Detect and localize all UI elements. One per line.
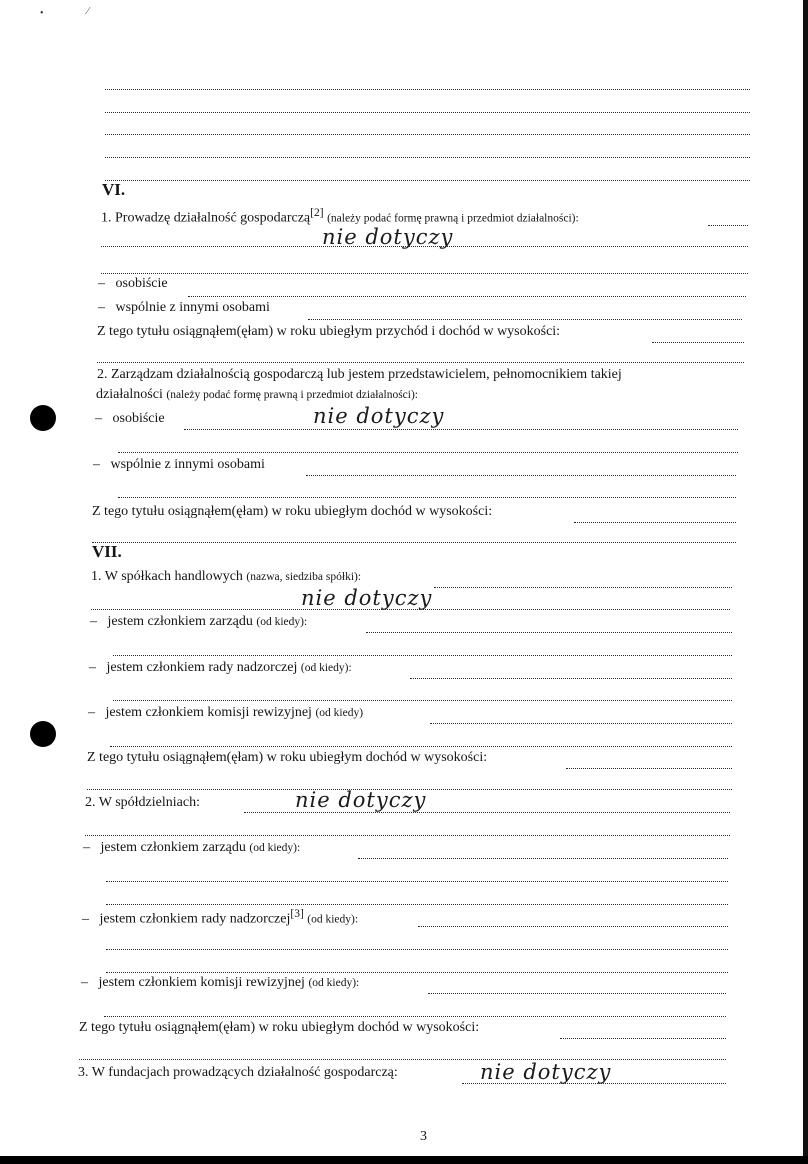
- punch-hole: [30, 405, 56, 431]
- fill-line: [308, 319, 742, 320]
- fill-line: [652, 342, 744, 343]
- fill-line: [574, 522, 736, 523]
- vi-item1-label: 1. Prowadzę działalność gospodarczą[2] (należy podać formę prawną i przedmiot działalności):: [101, 207, 579, 226]
- fill-line: [113, 655, 732, 656]
- fill-line: [105, 157, 750, 158]
- fill-line: [105, 134, 750, 135]
- vi-item2-personally: – osobiście: [95, 411, 165, 426]
- vi-personally-label: – osobiście: [98, 276, 168, 291]
- vii-item1-supervisory: – jestem członkiem rady nadzorczej (od kiedy):: [89, 660, 352, 675]
- vi-item2-jointly: – wspólnie z innymi osobami: [93, 457, 265, 472]
- fill-line: [428, 993, 726, 994]
- fill-line: [434, 587, 732, 588]
- vii-item2-income: Z tego tytułu osiągnąłem(ęłam) w roku ubiegłym dochód w wysokości:: [79, 1020, 480, 1035]
- vii-item2-board: – jestem członkiem zarządu (od kiedy):: [83, 840, 301, 855]
- fill-line: [358, 858, 728, 859]
- vii-item3-label: 3. W fundacjach prowadzących działalność gospodarczą:: [78, 1065, 398, 1080]
- fill-line: [105, 89, 750, 90]
- scan-edge: [803, 0, 808, 1164]
- fill-line: [410, 678, 732, 679]
- handwritten-answer: nie dotyczy: [295, 788, 427, 812]
- fill-line: [105, 180, 750, 181]
- punch-hole: [30, 721, 56, 747]
- section-heading-vii: VII.: [92, 542, 122, 561]
- handwritten-answer: nie dotyczy: [313, 404, 445, 428]
- scan-mark: •: [40, 8, 44, 19]
- fill-line: [106, 972, 728, 973]
- fill-line: [85, 835, 730, 836]
- section-heading-vi: VI.: [102, 180, 126, 199]
- vii-item1-audit: – jestem członkiem komisji rewizyjnej (od kiedy): [88, 705, 364, 720]
- fill-line: [184, 429, 738, 430]
- fill-line: [430, 723, 732, 724]
- fill-line: [105, 112, 750, 113]
- vii-item2-audit: – jestem członkiem komisji rewizyjnej (od kiedy):: [81, 975, 360, 990]
- fill-line: [118, 497, 736, 498]
- fill-line: [79, 1059, 726, 1060]
- vii-item1-board: – jestem członkiem zarządu (od kiedy):: [90, 614, 308, 629]
- fill-line: [106, 949, 728, 950]
- vi-item2-label: 2. Zarządzam działalnością gospodarczą lub jestem przedstawicielem, pełnomocnikiem takiej: [97, 367, 622, 382]
- fill-line: [101, 273, 748, 274]
- fill-line: [188, 296, 746, 297]
- vii-item1-income: Z tego tytułu osiągnąłem(ęłam) w roku ubiegłym dochód w wysokości:: [87, 750, 488, 765]
- vi-jointly-label: – wspólnie z innymi osobami: [98, 300, 270, 315]
- fill-line: [366, 632, 732, 633]
- page-number: 3: [420, 1129, 427, 1144]
- fill-line: [118, 452, 738, 453]
- fill-line: [97, 362, 744, 363]
- fill-line: [566, 768, 732, 769]
- fill-line: [306, 475, 736, 476]
- handwritten-answer: nie dotyczy: [322, 225, 454, 249]
- vii-item1-label: 1. W spółkach handlowych (nazwa, siedziba spółki):: [91, 569, 362, 584]
- scan-edge: [0, 1156, 808, 1164]
- fill-line: [244, 812, 730, 813]
- fill-line: [708, 225, 748, 226]
- fill-line: [113, 700, 732, 701]
- fill-line: [560, 1038, 726, 1039]
- handwritten-answer: nie dotyczy: [301, 586, 433, 610]
- vi-income-label-2: Z tego tytułu osiągnąłem(ęłam) w roku ubiegłym dochód w wysokości:: [92, 504, 493, 519]
- handwritten-answer: nie dotyczy: [480, 1060, 612, 1084]
- vi-item2-label-cont: działalności (należy podać formę prawną i przedmiot działalności):: [96, 387, 418, 402]
- fill-line: [106, 881, 728, 882]
- vi-income-label: Z tego tytułu osiągnąłem(ęłam) w roku ubiegłym przychód i dochód w wysokości:: [97, 324, 561, 339]
- fill-line: [106, 904, 728, 905]
- fill-line: [110, 746, 732, 747]
- fill-line: [104, 1016, 726, 1017]
- vii-item2-supervisory: – jestem członkiem rady nadzorczej[3] (od kiedy):: [82, 908, 359, 927]
- fill-line: [92, 542, 736, 543]
- fill-line: [418, 926, 728, 927]
- scan-mark: ⁄: [87, 6, 89, 17]
- vii-item2-label: 2. W spółdzielniach:: [85, 795, 200, 810]
